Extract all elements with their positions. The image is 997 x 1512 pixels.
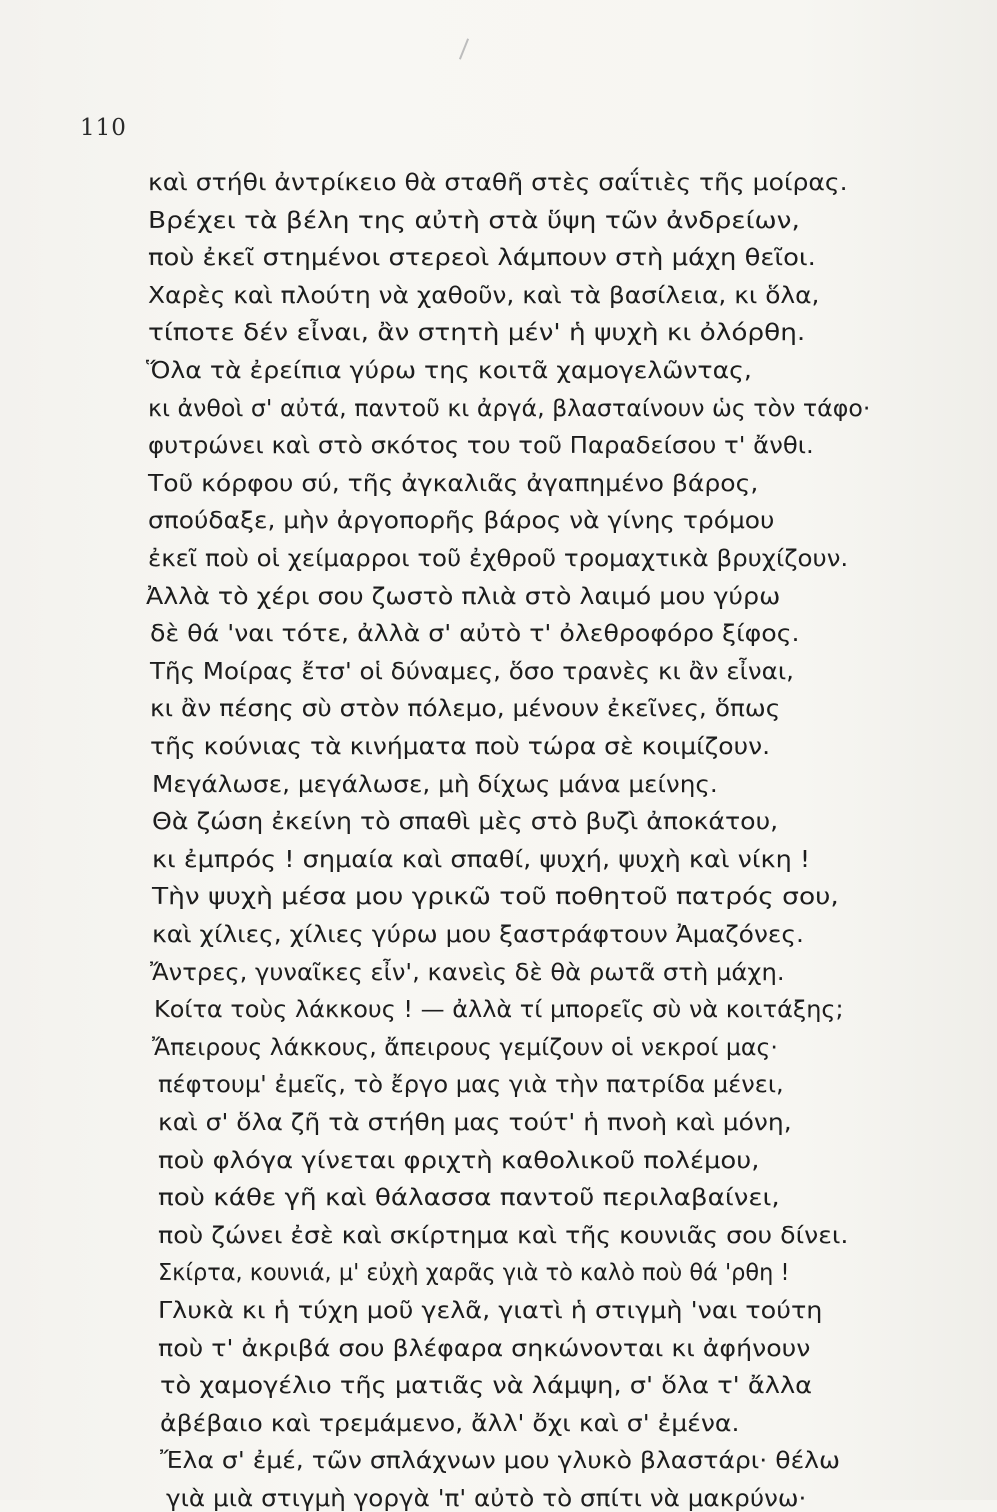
poem-line: καὶ χίλιες, χίλιες γύρω μου ξαστράφτουν Ἀμαζόνες. <box>152 922 804 948</box>
poem-line: Ἄπειρους λάκκους, ἄπειρους γεμίζουν οἱ νεκροί μας· <box>152 1035 778 1061</box>
poem-line: ποὺ κάθε γῆ καὶ θάλασσα παντοῦ περιλαβαίνει, <box>158 1185 780 1211</box>
poem-line: Μεγάλωσε, μεγάλωσε, μὴ δίχως μάνα μείνης. <box>152 772 718 798</box>
poem-line: Κοίτα τοὺς λάκκους ! — ἀλλὰ τί μπορεῖς σὺ νὰ κοιτάξης; <box>154 997 844 1023</box>
page-number: 110 <box>80 115 127 141</box>
poem-line: κι ἐμπρός ! σημαία καὶ σπαθί, ψυχή, ψυχὴ καὶ νίκη ! <box>152 847 811 873</box>
poem-line: Τοῦ κόρφου σύ, τῆς ἀγκαλιᾶς ἀγαπημένο βάρος, <box>148 471 759 497</box>
poem-line: Ἄντρες, γυναῖκες εἶν', κανεὶς δὲ θὰ ρωτᾶ στὴ μάχη. <box>150 960 785 986</box>
poem-line: καὶ σ' ὅλα ζῆ τὰ στήθη μας τούτ' ἡ πνοὴ καὶ μόνη, <box>158 1110 792 1136</box>
poem-line: πέφτουμ' ἐμεῖς, τὸ ἔργο μας γιὰ τὴν πατρίδα μένει, <box>158 1072 784 1098</box>
poem-line: Ὅλα τὰ ἐρείπια γύρω της κοιτᾶ χαμογελῶντας, <box>146 358 752 384</box>
poem-line: ποὺ ζώνει ἐσὲ καὶ σκίρτημα καὶ τῆς κουνιᾶς σου δίνει. <box>158 1223 849 1249</box>
poem-line: γιὰ μιὰ στιγμὴ γοργὰ 'π' αὐτὸ τὸ σπίτι νὰ μακρύνω· <box>166 1486 807 1512</box>
poem-line: καὶ στήθι ἀντρίκειο θὰ σταθῆ στὲς σαΐτιὲς τῆς μοίρας. <box>148 170 848 196</box>
poem-line: κι ἀνθοὶ σ' αὐτά, παντοῦ κι ἀργά, βλασταίνουν ὡς τὸν τάφο· <box>148 396 871 422</box>
poem-line: ποὺ ἐκεῖ στημένοι στερεοὶ λάμπουν στὴ μάχη θεῖοι. <box>148 245 816 271</box>
poem-line: ἀβέβαιο καὶ τρεμάμενο, ἄλλ' ὄχι καὶ σ' ἐμένα. <box>160 1411 740 1437</box>
poem-line: Βρέχει τὰ βέλη της αὐτὴ στὰ ὕψη τῶν ἀνδρείων, <box>148 208 800 234</box>
poem-line: Θὰ ζώση ἐκείνη τὸ σπαθὶ μὲς στὸ βυζὶ ἀποκάτου, <box>152 809 779 835</box>
poem-line: ποὺ φλόγα γίνεται φριχτὴ καθολικοῦ πολέμου, <box>158 1148 760 1174</box>
poem-line: Ἔλα σ' ἐμέ, τῶν σπλάχνων μου γλυκὸ βλαστάρι· θέλω <box>160 1448 841 1474</box>
poem-line: δὲ θά 'ναι τότε, ἀλλὰ σ' αὐτὸ τ' ὀλεθροφόρο ξίφος. <box>150 621 800 647</box>
poem-line: Τῆς Μοίρας ἔτσ' οἱ δύναμες, ὅσο τρανὲς κι ἂν εἶναι, <box>150 659 794 685</box>
poem-line: τῆς κούνιας τὰ κινήματα ποὺ τώρα σὲ κοιμίζουν. <box>150 734 771 760</box>
poem-line: σπούδαξε, μὴν ἀργοπορῆς βάρος νὰ γίνης τρόμου <box>148 508 775 534</box>
poem-line: Γλυκὰ κι ἡ τύχη μοῦ γελᾶ, γιατὶ ἡ στιγμὴ 'ναι τούτη <box>158 1298 823 1324</box>
poem-line: τὸ χαμογέλιο τῆς ματιᾶς νὰ λάμψη, σ' ὅλα τ' ἄλλα <box>160 1373 813 1399</box>
poem-line: Χαρὲς καὶ πλούτη νὰ χαθοῦν, καὶ τὰ βασίλεια, κι ὅλα, <box>148 283 820 309</box>
poem-line: φυτρώνει καὶ στὸ σκότος του τοῦ Παραδείσου τ' ἄνθι. <box>148 433 814 459</box>
poem-line: τίποτε δέν εἶναι, ἂν στητὴ μέν' ἡ ψυχὴ κι ὀλόρθη. <box>148 320 806 346</box>
poem-line: κι ἂν πέσης σὺ στὸν πόλεμο, μένουν ἐκεῖνες, ὅπως <box>150 696 781 722</box>
poem-line: Τὴν ψυχὴ μέσα μου γρικῶ τοῦ ποθητοῦ πατρός σου, <box>152 884 839 910</box>
poem-line: Σκίρτα, κουνιά, μ' εὐχὴ χαρᾶς γιὰ τὸ καλὸ ποὺ θά 'ρθη ! <box>158 1260 790 1286</box>
poem-line: ἐκεῖ ποὺ οἱ χείμαρροι τοῦ ἐχθροῦ τρομαχτικὰ βρυχίζουν. <box>148 546 849 572</box>
poem-line: Ἀλλὰ τὸ χέρι σου ζωστὸ πλιὰ στὸ λαιμό μου γύρω <box>146 584 781 610</box>
poem-line: ποὺ τ' ἀκριβά σου βλέφαρα σηκώνονται κι ἀφήνουν <box>158 1336 811 1362</box>
